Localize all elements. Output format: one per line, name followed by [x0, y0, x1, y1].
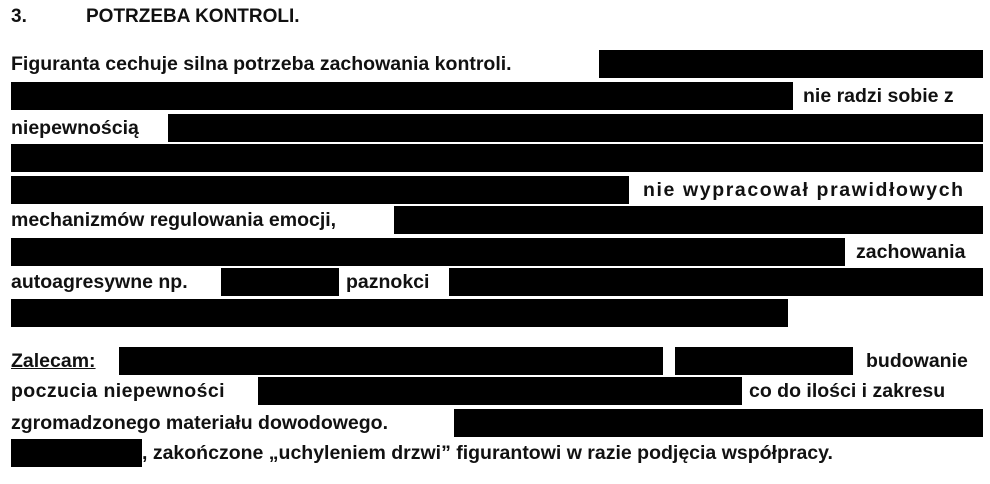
- paragraph1-line5: [11, 176, 983, 204]
- text-segment: , zakończone „uchyleniem drzwi” figurantowi w razie podjęcia współpracy.: [142, 442, 833, 464]
- text-segment: poczucia niepewności: [11, 380, 225, 402]
- redaction-block: [675, 347, 853, 375]
- redaction-block: [258, 377, 742, 405]
- text-segment: nie wypracował prawidłowych: [643, 179, 965, 201]
- text-segment: nie radzi sobie z: [803, 85, 954, 107]
- redaction-block: [11, 238, 845, 266]
- section-title: POTRZEBA KONTROLI.: [86, 6, 300, 27]
- recommendation-label: Zalecam:: [11, 350, 96, 372]
- paragraph1-line8: [11, 268, 983, 296]
- redaction-block: [119, 347, 663, 375]
- text-segment: zachowania: [856, 241, 966, 263]
- text-segment: paznokci: [346, 271, 430, 293]
- redaction-block: [11, 82, 793, 110]
- text-segment: budowanie: [866, 350, 968, 372]
- paragraph2-line4: [11, 439, 983, 467]
- paragraph1-line3: [11, 114, 983, 142]
- paragraph1-line2: [11, 82, 983, 110]
- text-segment: niepewnością: [11, 117, 139, 139]
- text-segment: mechanizmów regulowania emocji,: [11, 209, 337, 231]
- redaction-block: [168, 114, 983, 142]
- paragraph1-line4: [11, 144, 983, 172]
- paragraph2-line2: [11, 377, 983, 405]
- paragraph1-line1: [11, 50, 983, 78]
- redaction-block: [454, 409, 983, 437]
- redaction-block: [599, 50, 983, 78]
- paragraph2-line3: [11, 409, 983, 437]
- redaction-block: [11, 176, 629, 204]
- paragraph1-line9: [11, 299, 983, 327]
- section-number: 3.: [11, 6, 27, 27]
- paragraph2-line1: [11, 347, 983, 375]
- redaction-block: [11, 439, 142, 467]
- text-segment: zgromadzonego materiału dowodowego.: [11, 412, 389, 434]
- redaction-block: [394, 206, 983, 234]
- paragraph1-line6: [11, 206, 983, 234]
- text-segment: Figuranta cechuje silna potrzeba zachowania kontroli.: [11, 53, 512, 75]
- redaction-block: [11, 144, 983, 172]
- redaction-block: [11, 299, 788, 327]
- paragraph1-line7: [11, 238, 983, 266]
- redaction-block: [449, 268, 983, 296]
- text-segment: co do ilości i zakresu: [749, 380, 946, 402]
- text-segment: autoagresywne np.: [11, 271, 188, 293]
- redaction-block: [221, 268, 339, 296]
